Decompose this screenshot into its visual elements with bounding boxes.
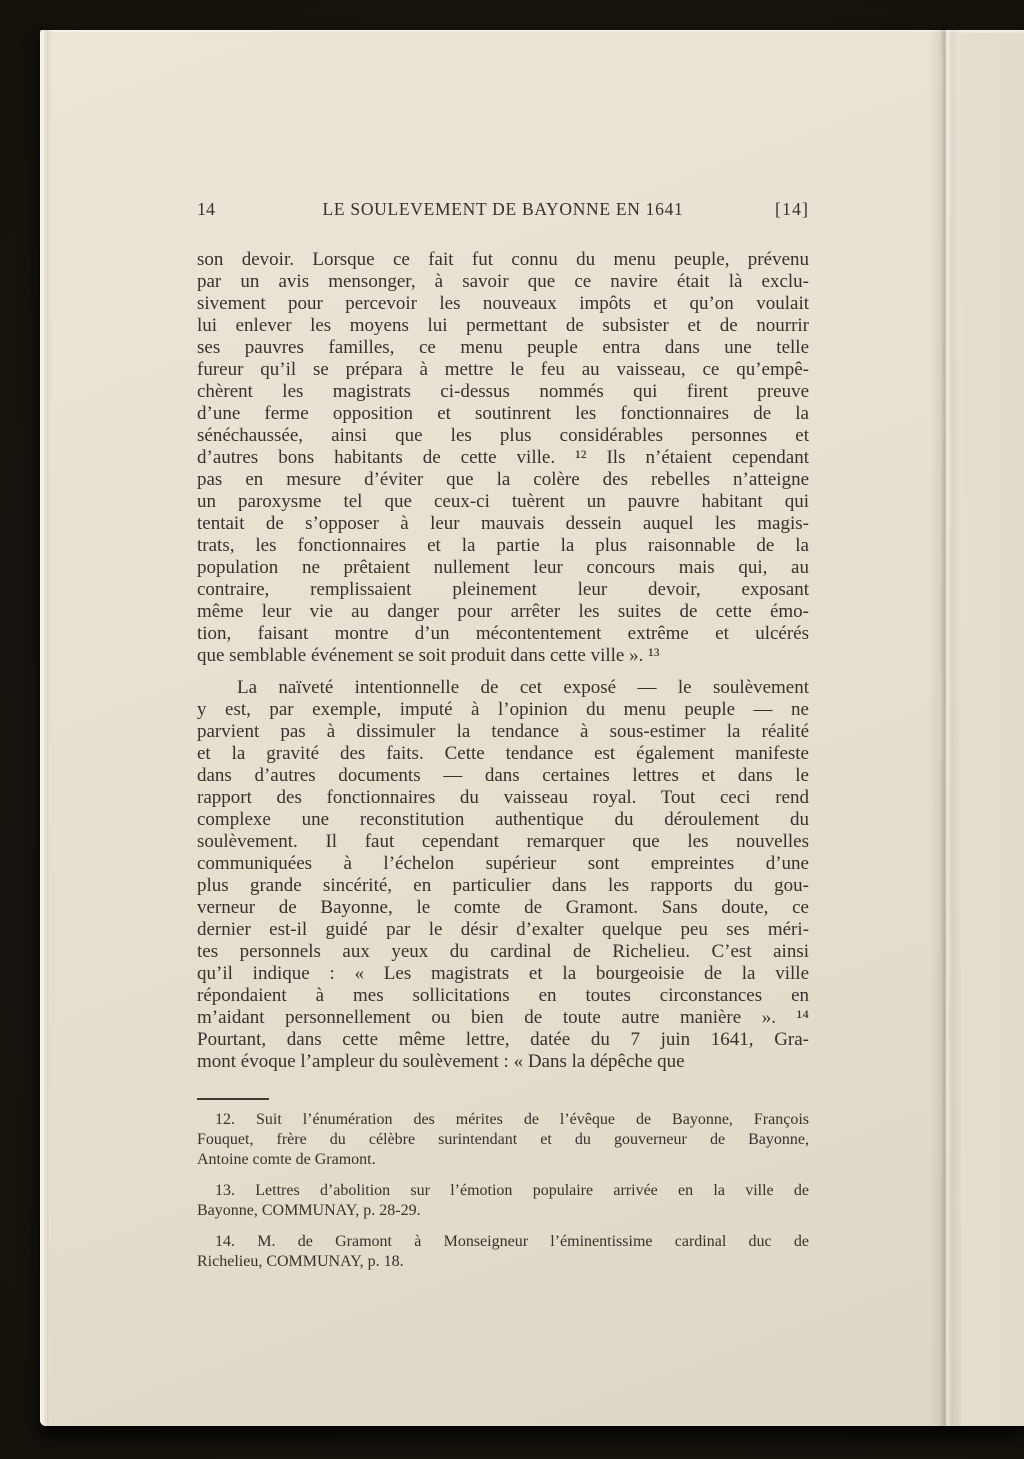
footnote-line: Fouquet, frère du célèbre surintendant et du gouverneur de Bayonne, [197, 1131, 809, 1148]
book-gutter-crease [929, 30, 961, 1426]
paragraph [197, 249, 809, 667]
running-title: LE SOULEVEMENT DE BAYONNE EN 1641 [322, 199, 684, 219]
body-text-line: dans d’autres documents — dans certaines lettres et dans le [197, 765, 809, 786]
body-text-line: trats, les fonctionnaires et la partie la plus raisonnable de la [197, 535, 809, 556]
footnote-line: 12. Suit l’énumération des mérites de l’évêque de Bayonne, François [215, 1111, 809, 1128]
footnote-line: 13. Lettres d’abolition sur l’émotion populaire arrivée en la ville de [215, 1182, 809, 1199]
footnote-line: Bayonne, COMMUNAY, p. 28-29. [197, 1202, 421, 1219]
body-text-line: mont évoque l’ampleur du soulèvement : « Dans la dépêche que [197, 1051, 685, 1072]
body-text-line: population ne prêtaient nullement leur concours mais qui, au [197, 557, 809, 578]
footnote-separator-rule [197, 1098, 269, 1100]
page-number-bracketed: [14] [775, 199, 809, 219]
body-text-line: tentait de s’opposer à leur mauvais dessein auquel les magis- [197, 513, 809, 534]
book-page [40, 30, 1024, 1426]
body-text-line: et la gravité des faits. Cette tendance est également manifeste [197, 743, 809, 764]
footnote-line: 14. M. de Gramont à Monseigneur l’éminentissime cardinal duc de [215, 1233, 809, 1250]
body-text-line: sivement pour percevoir les nouveaux impôts et qu’on voulait [197, 293, 809, 314]
page-stack-edge [40, 30, 52, 1426]
body-text-line: contraire, remplissaient pleinement leur devoir, exposant [197, 579, 809, 600]
footnotes-block [197, 1098, 809, 1283]
body-text-line: sénéchaussée, ainsi que les plus considérables personnes et [197, 425, 809, 446]
body-text-line: m’aidant personnellement ou bien de toute autre manière ». ¹⁴ [197, 1007, 809, 1028]
body-text-line: y est, par exemple, imputé à l’opinion du menu peuple — ne [197, 699, 809, 720]
body-text-line: par un avis mensonger, à savoir que ce navire était là exclu- [197, 271, 809, 292]
body-text-line: dernier est-il guidé par le désir d’exalter quelque peu ses méri- [197, 919, 809, 940]
body-text-line: plus grande sincérité, en particulier dans les rapports du gou- [197, 875, 809, 896]
adjacent-page-sliver [961, 33, 1024, 1426]
running-head [197, 198, 809, 220]
body-text-line: La naïveté intentionnelle de cet exposé — le soulèvement [237, 677, 809, 698]
paragraph [197, 677, 809, 1073]
body-text-line: complexe une reconstitution authentique du déroulement du [197, 809, 809, 830]
body-text-line: fureur qu’il se prépara à mettre le feu au vaisseau, ce qu’empê- [197, 359, 809, 380]
body-text-line: un paroxysme tel que ceux-ci tuèrent un pauvre habitant qui [197, 491, 809, 512]
body-text-line: parvient pas à dissimuler la tendance à sous-estimer la réalité [197, 721, 809, 742]
page-top-edge [40, 30, 1024, 33]
body-text-line: tes personnels aux yeux du cardinal de Richelieu. C’est ainsi [197, 941, 809, 962]
footnote [197, 1232, 809, 1272]
body-text [197, 249, 809, 1073]
body-text-line: que semblable événement se soit produit dans cette ville ». ¹³ [197, 645, 660, 666]
body-text-line: Pourtant, dans cette même lettre, datée du 7 juin 1641, Gra- [197, 1029, 809, 1050]
text-block [197, 198, 809, 1073]
footnote-line: Antoine comte de Gramont. [197, 1151, 376, 1168]
body-text-line: ses pauvres familles, ce menu peuple entra dans une telle [197, 337, 809, 358]
body-text-line: d’une ferme opposition et soutinrent les fonctionnaires de la [197, 403, 809, 424]
body-text-line: soulèvement. Il faut cependant remarquer que les nouvelles [197, 831, 809, 852]
body-text-line: d’autres bons habitants de cette ville. ¹² Ils n’étaient cependant [197, 447, 809, 468]
page-number-left: 14 [197, 199, 215, 219]
body-text-line: qu’il indique : « Les magistrats et la bourgeoisie de la ville [197, 963, 809, 984]
body-text-line: verneur de Bayonne, le comte de Gramont. Sans doute, ce [197, 897, 809, 918]
body-text-line: rapport des fonctionnaires du vaisseau royal. Tout ceci rend [197, 787, 809, 808]
body-text-line: communiquées à l’échelon supérieur sont empreintes d’une [197, 853, 809, 874]
footnote [197, 1181, 809, 1221]
body-text-line: répondaient à mes sollicitations en toutes circonstances en [197, 985, 809, 1006]
footnote [197, 1110, 809, 1170]
body-text-line: tion, faisant montre d’un mécontentement extrême et ulcérés [197, 623, 809, 644]
footnote-line: Richelieu, COMMUNAY, p. 18. [197, 1253, 404, 1270]
body-text-line: même leur vie au danger pour arrêter les suites de cette émo- [197, 601, 809, 622]
body-text-line: son devoir. Lorsque ce fait fut connu du menu peuple, prévenu [197, 249, 809, 270]
body-text-line: chèrent les magistrats ci-dessus nommés qui firent preuve [197, 381, 809, 402]
body-text-line: lui enlever les moyens lui permettant de subsister et de nourrir [197, 315, 809, 336]
body-text-line: pas en mesure d’éviter que la colère des rebelles n’atteigne [197, 469, 809, 490]
